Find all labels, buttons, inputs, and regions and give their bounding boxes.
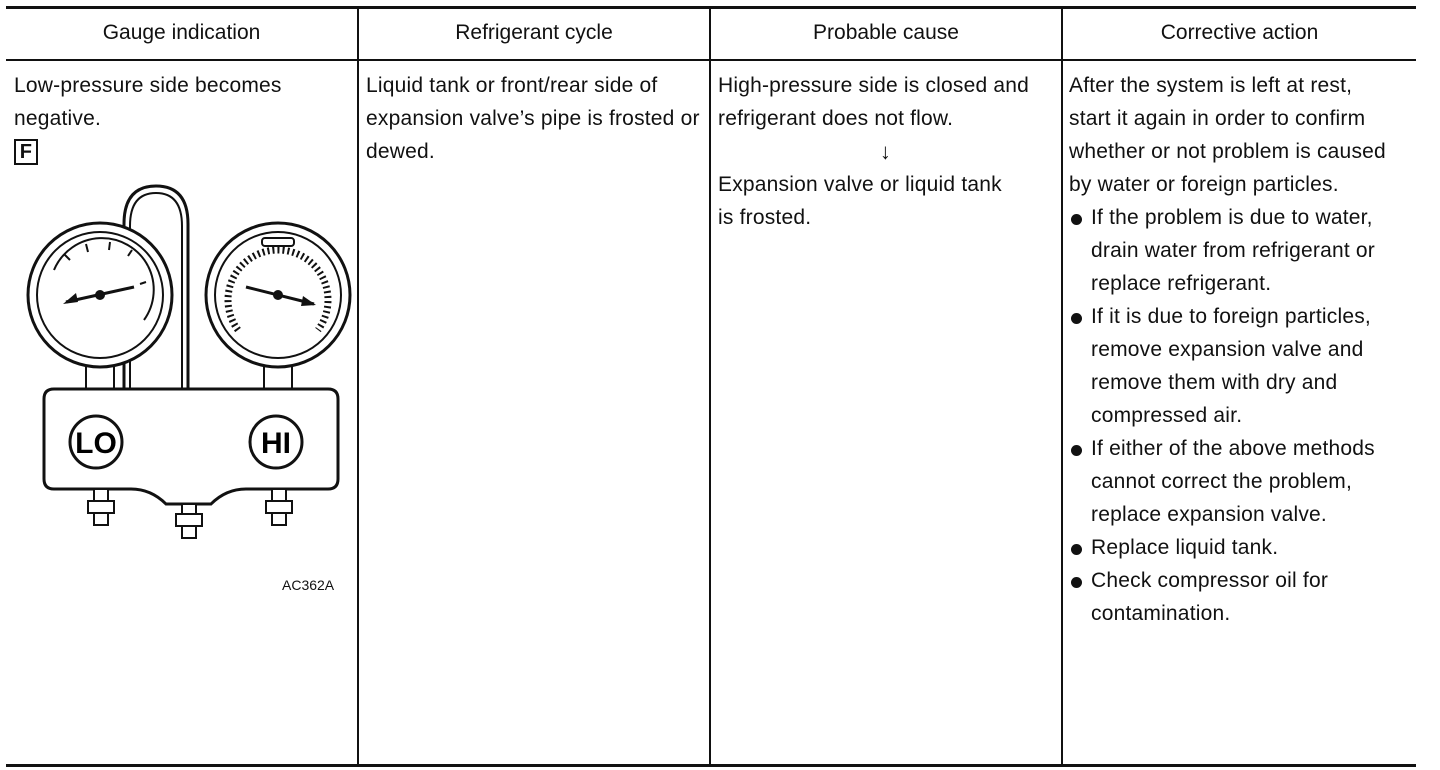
lo-label: LO [75,427,117,460]
bullet-icon [1071,544,1082,555]
hi-label: HI [261,427,291,460]
hi-gauge-icon [206,223,350,390]
gauge-indication-cell [14,69,344,168]
fitting-right-icon [266,489,292,525]
bullet-icon [1071,214,1082,225]
refrigerant-cycle-cell [366,69,702,168]
gauge-indication-text: Low-pressure side becomes negative. [14,74,282,130]
list-item: Replace liquid tank. [1069,531,1409,564]
list-item: If the problem is due to water, drain water from refrigerant or replace refrigerant. [1069,201,1409,300]
fitting-left-icon [88,489,114,525]
corrective-action-cell [1069,69,1409,630]
corrective-action-list [1069,201,1409,630]
header-divider [6,59,1416,61]
header-probable-cause: Probable cause [813,21,959,44]
probable-cause-line2: Expansion valve or liquid tank is frosted. [718,173,1002,229]
header-refrigerant-cycle: Refrigerant cycle [455,21,613,44]
lo-gauge-icon [28,223,172,390]
corrective-action-intro: After the system is left at rest, start it again in order to confirm whether or not problem is caused by water or foreign particles. [1069,74,1386,196]
list-item: Check compressor oil for contamination. [1069,564,1409,630]
column-divider-3 [1061,9,1063,764]
bullet-icon [1071,313,1082,324]
refrigerant-cycle-text: Liquid tank or front/rear side of expansion valve’s pipe is frosted or dewed. [366,74,700,163]
figure-id: AC362A [282,577,335,593]
column-divider-1 [357,9,359,764]
list-item: If either of the above methods cannot correct the problem, replace expansion valve. [1069,432,1409,531]
bullet-icon [1071,577,1082,588]
down-arrow-icon: ↓ [879,139,892,164]
fitting-center-icon [176,504,202,538]
f-mark-icon: F [14,139,38,165]
column-divider-2 [709,9,711,764]
probable-cause-cell [718,69,1058,234]
troubleshooting-table [6,6,1416,767]
header-gauge-indication: Gauge indication [102,21,261,44]
manifold-gauge-illustration [16,174,356,544]
list-item: If it is due to foreign particles, remove expansion valve and remove them with dry and compressed air. [1069,300,1409,432]
probable-cause-line1: High-pressure side is closed and refrigerant does not flow. [718,74,1030,130]
bullet-icon [1071,445,1082,456]
header-corrective-action: Corrective action [1160,21,1319,44]
